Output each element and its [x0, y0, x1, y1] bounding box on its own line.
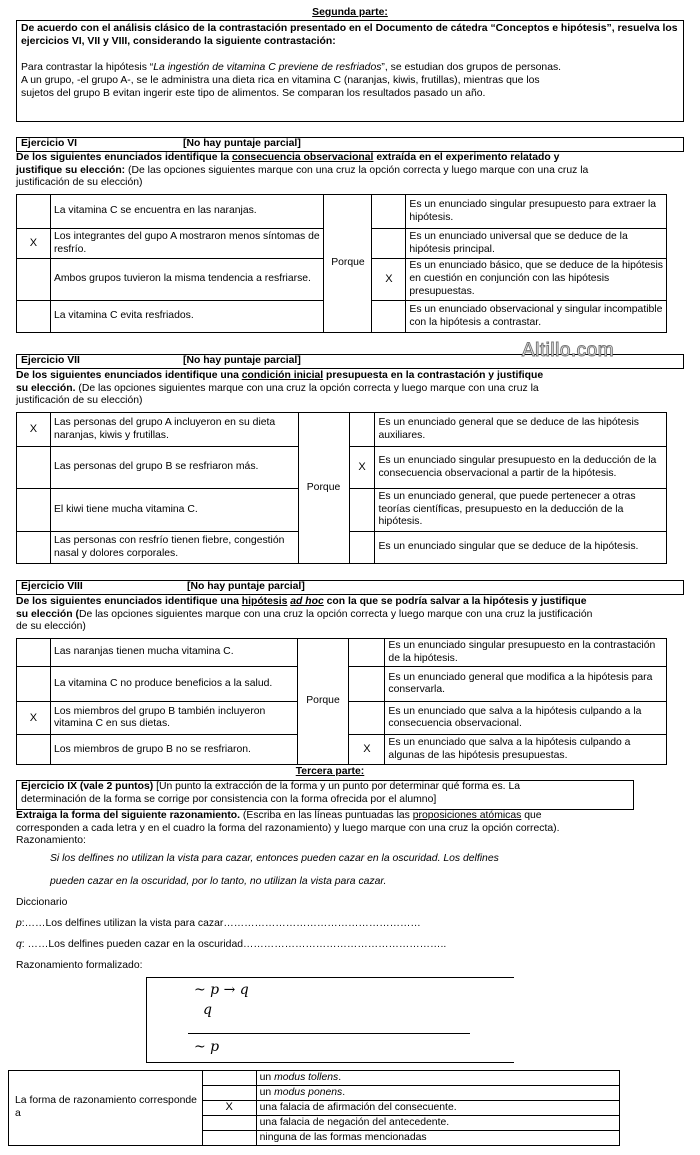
form-option-1-em: modus tollens — [274, 1071, 339, 1083]
ex8-tag: [No hay puntaje parcial] — [187, 581, 305, 592]
ex6-header — [16, 137, 684, 152]
ex7-porque: Porque — [298, 413, 349, 564]
ex6-q-line2: (De las opciones siguientes marque con una cruz la opción correcta y luego marque con una cruz la — [125, 164, 589, 176]
ex8-q-line2-bold: su elección ( — [16, 608, 79, 620]
ex9-instr-line2: corresponden a cada letra y en el cuadro la forma del razonamiento) y luego marque con una cruz la opción correcta). — [16, 822, 560, 834]
ex6-left-option-3: Ambos grupos tuvieron la misma tendencia a resfriarse. — [50, 259, 324, 301]
ex8-left-option-2: La vitamina C no produce beneficios a la salud. — [50, 667, 297, 702]
part2-title: Segunda parte: — [312, 7, 388, 18]
ex7-q-line3: justificación de su elección) — [16, 395, 143, 407]
ex8-right-option-4: Es un enunciado que salva a la hipótesis culpando a algunas de las hipótesis presupuestas. — [385, 735, 667, 765]
form-mark-1[interactable] — [202, 1071, 256, 1086]
part3-title: Tercera parte: — [295, 766, 365, 777]
ex6-q-line3: justificación de su elección) — [16, 177, 143, 189]
ex6-q-b: extraída en el experimento relatado y — [373, 152, 560, 163]
ex8-right-mark-2[interactable] — [349, 667, 385, 702]
form-option-2-pre: un — [259, 1086, 275, 1098]
ex7-left-mark-4[interactable] — [17, 532, 51, 564]
table-row — [17, 639, 667, 667]
ex7-left-mark-2[interactable] — [17, 447, 51, 489]
ex7-title: Ejercicio VII — [21, 355, 80, 366]
ex6-left-mark-4[interactable] — [17, 301, 51, 333]
ex7-left-option-1: Las personas del grupo A incluyeron en su dieta naranjas, kiwis y frutillas. — [50, 413, 298, 447]
ex7-q-line2: (De las opciones siguientes marque con una cruz la opción correcta y luego marque con una cruz la — [75, 382, 539, 394]
diccionario-label: Diccionario — [16, 897, 68, 908]
form-option-5: ninguna de las formas mencionadas — [256, 1131, 619, 1146]
ex9-header-box — [16, 780, 634, 810]
ex8-q-line3: de su elección) — [16, 621, 86, 633]
ex6-title: Ejercicio VI — [21, 138, 78, 149]
table-row — [17, 195, 667, 229]
ex9-instr-b: que — [521, 810, 542, 821]
ex6-left-mark-2[interactable]: X — [17, 229, 51, 259]
ex6-left-mark-1[interactable] — [17, 195, 51, 229]
ex9-instr-a: (Escriba en las líneas puntuadas las — [240, 810, 413, 821]
ex7-left-option-2: Las personas del grupo B se resfriaron más. — [50, 447, 298, 489]
form-option-1-post: . — [338, 1071, 342, 1083]
conclusion: ~ p — [194, 1039, 220, 1055]
table-row — [9, 1071, 620, 1086]
conclusion-line — [188, 1033, 470, 1034]
form-mark-4[interactable] — [202, 1116, 256, 1131]
ex8-q-a: De los siguientes enunciados identifique una — [16, 596, 242, 607]
ex8-left-option-4: Los miembros de grupo B no se resfriaron. — [50, 735, 297, 765]
ex8-header — [16, 580, 684, 595]
ex8-left-option-3: Los miembros del grupo B también incluyeron vitamina C en sus dietas. — [50, 702, 297, 735]
ex8-q-term: hipótesis — [241, 596, 288, 607]
part2-intro-instruction: De acuerdo con el análisis clásico de la contrastación presentado en el Documento de cátedra “Conceptos e hipótesis”, resuelva los ejercicios VI, VII y VIII, considerando la siguiente contrastación: — [21, 23, 678, 47]
ex7-left-mark-3[interactable] — [17, 489, 51, 532]
ex6-right-mark-3[interactable]: X — [372, 259, 406, 301]
ex7-left-mark-1[interactable]: X — [17, 413, 51, 447]
form-option-1-pre: un — [259, 1071, 275, 1083]
ex9-line2: determinación de la forma se corrige por consistencia con la forma ofrecida por el alumno] — [21, 793, 437, 805]
formalized-label: Razonamiento formalizado: — [16, 960, 143, 971]
ex6-right-option-1: Es un enunciado singular presupuesto para extraer la hipótesis. — [406, 195, 667, 229]
ex8-porque: Porque — [297, 639, 349, 765]
ex8-left-mark-3[interactable]: X — [17, 702, 51, 735]
ex6-q-line2-bold: justifique su elección: — [16, 164, 126, 176]
form-option-2-em: modus ponens — [274, 1086, 343, 1098]
argument-line2: pueden cazar en la oscuridad, por lo tanto, no utilizan la vista para cazar. — [50, 876, 387, 887]
q-dots: : …… — [21, 939, 49, 950]
ex9-instr-term: proposiciones atómicas — [412, 810, 522, 821]
ex7-right-mark-3[interactable] — [349, 489, 375, 532]
ex7-right-option-3: Es un enunciado general, que puede pertenecer a otras teorías científicas, presupuesto en la deducción de la hipótesis. — [375, 489, 667, 532]
ex7-q-a: De los siguientes enunciados identifique una — [16, 370, 242, 381]
ex7-question — [16, 370, 692, 408]
ex8-right-mark-4[interactable]: X — [349, 735, 385, 765]
ex6-left-mark-3[interactable] — [17, 259, 51, 301]
form-option-2-post: . — [342, 1086, 346, 1098]
ex6-right-mark-2[interactable] — [372, 229, 406, 259]
part2-intro-line2: A un grupo, -el grupo A-, se le administra una dieta rica en vitamina C (naranjas, kiwis, frutillas), mientras que los — [21, 75, 540, 87]
ex6-right-mark-4[interactable] — [372, 301, 406, 333]
ex9-instr-bold: Extraiga la forma del siguiente razonamiento. — [16, 810, 241, 821]
p-trail-dots: ………………………………………………… — [223, 918, 421, 929]
ex8-question — [16, 596, 694, 634]
ex8-left-mark-4[interactable] — [17, 735, 51, 765]
ex8-right-mark-1[interactable] — [349, 639, 385, 667]
ex8-right-option-3: Es un enunciado que salva a la hipótesis culpando a la consecuencia observacional. — [385, 702, 667, 735]
ex8-left-mark-2[interactable] — [17, 667, 51, 702]
ex6-left-option-1: La vitamina C se encuentra en las naranjas. — [50, 195, 324, 229]
ex8-right-option-2: Es un enunciado general que modifica a la hipótesis para conservarla. — [385, 667, 667, 702]
ex6-tag: [No hay puntaje parcial] — [183, 138, 301, 149]
ex7-right-mark-1[interactable] — [349, 413, 375, 447]
ex6-right-mark-1[interactable] — [372, 195, 406, 229]
form-mark-3[interactable]: X — [202, 1101, 256, 1116]
ex7-q-line2-bold: su elección. — [16, 382, 76, 394]
part2-intro-box — [16, 20, 684, 122]
ex8-right-mark-3[interactable] — [349, 702, 385, 735]
form-option-1 — [256, 1071, 619, 1086]
ex7-q-b: presupuesta en la contrastación y justifique — [323, 370, 544, 381]
ex7-right-mark-2[interactable]: X — [349, 447, 375, 489]
ex6-left-option-2: Los integrantes del gupo A mostraron menos síntomas de resfrío. — [50, 229, 324, 259]
ex6-q-term: consecuencia observacional — [231, 152, 374, 163]
form-option-2 — [256, 1086, 619, 1101]
form-option-3: una falacia de afirmación del consecuente. — [256, 1101, 619, 1116]
p-proposition[interactable]: Los delfines utilizan la vista para cazar — [45, 918, 224, 929]
form-label: La forma de razonamiento corresponde a — [9, 1071, 203, 1146]
ex6-left-option-4: La vitamina C evita resfriados. — [50, 301, 324, 333]
argument-line1: Si los delfines no utilizan la vista para cazar, entonces pueden cazar en la oscuridad. Los delfines — [50, 853, 499, 864]
p-dots: :…… — [21, 918, 46, 929]
intro-text-b: ”, se estudian dos grupos de personas. — [381, 62, 562, 74]
ex7-q-term: condición inicial — [241, 370, 324, 381]
q-proposition[interactable]: Los delfines pueden cazar en la oscuridad — [48, 939, 244, 950]
form-table — [8, 1070, 620, 1146]
ex9-title: Ejercicio IX (vale 2 puntos) — [21, 781, 154, 792]
razonamiento-label: Razonamiento: — [16, 835, 86, 847]
p-variable: p — [16, 918, 22, 929]
ex7-tag: [No hay puntaje parcial] — [183, 355, 301, 366]
q-trail-dots: ………………………………………………….. — [243, 939, 447, 950]
intro-hypothesis: La ingestión de vitamina C previene de resfriados — [153, 62, 382, 74]
part2-intro-line1 — [21, 62, 679, 75]
ex7-right-option-2: Es un enunciado singular presupuesto en la deducción de la consecuencia observacional a partir de la hipótesis. — [375, 447, 667, 489]
premise-1: ~ p → q — [194, 982, 249, 998]
ex6-question — [16, 152, 692, 190]
ex7-left-option-4: Las personas con resfrío tienen fiebre, congestión nasal y dolores corporales. — [50, 532, 298, 564]
form-mark-2[interactable] — [202, 1086, 256, 1101]
premise-2: q — [203, 1002, 212, 1018]
form-mark-5[interactable] — [202, 1131, 256, 1146]
part2-intro-line3: sujetos del grupo B evitan ingerir este tipo de alimentos. Se comparan los resultados pasado un año. — [21, 87, 486, 99]
ex8-q-term-italic: ad hoc — [290, 596, 324, 607]
ex8-left-mark-1[interactable] — [17, 639, 51, 667]
ex7-left-option-3: El kiwi tiene mucha vitamina C. — [50, 489, 298, 532]
q-variable: q — [16, 939, 22, 950]
dictionary-q — [16, 939, 446, 952]
ex9-title-rest: [Un punto la extracción de la forma y un punto por determinar qué forma es. La — [153, 781, 520, 792]
ex7-right-option-1: Es un enunciado general que se deduce de las hipótesis auxiliares. — [375, 413, 667, 447]
ex8-title: Ejercicio VIII — [21, 581, 83, 592]
dictionary-p — [16, 918, 421, 931]
ex9-instructions — [16, 810, 696, 848]
ex8-left-option-1: Las naranjas tienen mucha vitamina C. — [50, 639, 297, 667]
ex7-table — [16, 412, 667, 564]
ex8-q-b: con la que se podría salvar a la hipótesis y justifique — [323, 596, 587, 607]
ex8-q-line2: De las opciones siguientes marque con una cruz la opción correcta y luego marque con una cruz la justificación — [78, 608, 593, 620]
ex6-q-a: De los siguientes enunciados identifique la — [16, 152, 232, 163]
ex6-right-option-2: Es un enunciado universal que se deduce de la hipótesis principal. — [406, 229, 667, 259]
ex7-right-option-4: Es un enunciado singular que se deduce de la hipótesis. — [375, 532, 667, 564]
form-option-4: una falacia de negación del antecedente. — [256, 1116, 619, 1131]
intro-text-a: Para contrastar la hipótesis “ — [21, 62, 154, 74]
ex6-right-option-4: Es un enunciado observacional y singular incompatible con la hipótesis a contrastar. — [406, 301, 667, 333]
ex8-table — [16, 638, 667, 765]
ex6-table — [16, 194, 667, 333]
ex6-right-option-3: Es un enunciado básico, que se deduce de la hipótesis en cuestión en conjunción con las hipótesis presupuestas. — [406, 259, 667, 301]
ex6-porque: Porque — [324, 195, 372, 333]
ex7-right-mark-4[interactable] — [349, 532, 375, 564]
table-row — [17, 413, 667, 447]
ex8-right-option-1: Es un enunciado singular presupuesto en la contrastación de la hipótesis. — [385, 639, 667, 667]
watermark-logo: Altillo.com — [522, 340, 615, 361]
